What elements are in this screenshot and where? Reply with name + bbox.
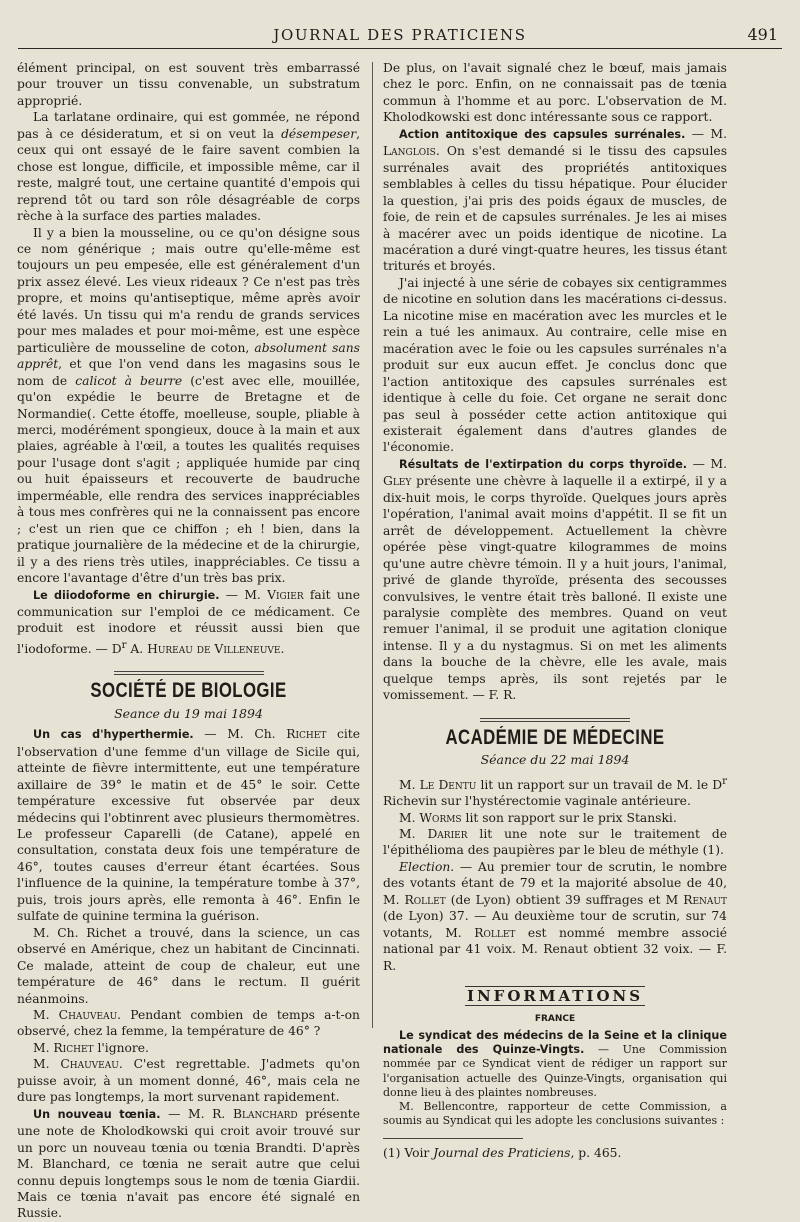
column-divider [372,62,373,1028]
article-heading: Le diiodoforme en chirurgie. [33,588,220,602]
footnote: (1) Voir Journal des Praticiens, p. 465. [383,1146,622,1161]
section-title-biologie: SOCIÉTÉ DE BIOLOGIE [90,679,287,703]
paragraph-thyroide: Résultats de l'extirpation du corps thyroïde. — M. Gley présente une chèvre à laquelle il a extirpé, il y a dix-huit mois, le corps thyroïde. Quelques jours après l'opération, l'animal avait moins d'appétit. Il se fit un arrêt de développement. Actuellement la chèvre opérée pèse vingt-quatre kilogrammes de moins qu'une autre chèvre témoin. Il y a huit jours, l'animal, privé de glande thyroïde, présenta des secousses convulsives, le ventre était très balloné. Il existe une paralysie complète des membres. Quand on veut remuer l'animal, il se produit une agitation clonique intense. Il y a du nystagmus. Si on met les aliments dans la bouche de la chèvre, elle les avale, mais quelque temps après, ils sont rejetés par le vomissement. — F. R. [383,456,727,703]
paragraph-diiodoforme: Le diiodoforme en chirurgie. — M. Vigier fait une communication sur l'emploi de ce médicament. Ce produit est inodore et réussit aussi bien que l'iodoforme. — $D^r$ A. Hureau de Villeneuve. [17,587,360,656]
paragraph-taenia: Un nouveau tœnia. — M. R. Blanchard présente une note de Kholodkowski qui croit avoir trouvé sur un porc un nouveau tœnia ou tœnia Brandti. D'après M. Blanchard, ce tœnia ne serait autre que celui connu depuis longtemps sous le nom de tœnia Giardii. Mais ce tœnia n'avait pas encore été signalé en Russie. [17,1106,360,1221]
journal-title: JOURNAL DES PRATICIENS [273,26,527,44]
article-heading: Un nouveau tœnia. [33,1107,161,1121]
session-date: Seance du 19 mai 1894 [114,705,263,721]
paragraph-syndicat: Le syndicat des médecins de la Seine et la clinique nationale des Quinze-Vingts. — Une Commission nommée par ce Syndicat vient de rédiger un rapport sur l'organisation actuelle des Quinze-Vingts, organisation qui donne lieu à des plaintes nombreuses. [383,1029,727,1099]
article-heading: Action antitoxique des capsules surrénales. [399,127,686,141]
article-heading: Résultats de l'extirpation du corps thyroïde. [399,457,688,471]
left-column [17,60,360,1222]
paragraph: M. Ch. Richet a trouvé, dans la science, un cas observé en Amérique, chez un habitant de Cincinnati. Ce malade, atteint de coup de chaleur, eut une température de 46° dans le rectum. Il guérit néanmoins. [17,925,360,1006]
paragraph: J'ai injecté à une série de cobayes six centigrammes de nicotine en solution dans les macérations ci-dessus. La nicotine mise en macération avec les murcles et le rein a tué les animaux. Au contraire, celle mise en macération avec le foie ou les capsules surrénales n'a produit sur eux aucun effet. Je conclus donc que l'action antitoxique des capsules surrénales est identique à celle du foie. Cet organe ne serait donc pas seul à posséder cette action antitoxique qui existerait également dans d'autres glandes de l'économie. [383,275,727,455]
paragraph-hyperthermie: Un cas d'hyperthermie. — M. Ch. Richet cite l'observation d'une femme d'un village de Sicile qui, atteinte de fièvre intermittente, eut une température axillaire de 39° le matin et de 45° le soir. Cette température excessive fut observée par deux médecins qui l'obtinrent avec plusieurs thermomètres. Le professeur Caparelli (de Catane), appelé en consultation, constata deux fois une température de 46°, toutes causes d'erreur étant écartées. Sous l'influence de la quinine, la température tombe à 37°, puis, trois jours après, elle remonta à 46°. Enfin le sulfate de quinine termina la guérison. [17,727,361,924]
section-rule [480,718,630,722]
paragraph: M. Le Dentu lit un rapport sur un travail de M. le $D^r$ Richevin sur l'hystérectomie vaginale antérieure. [383,774,727,809]
section-title-informations: INFORMATIONS [466,987,644,1006]
paragraph: M. Chauveau. Pendant combien de temps a-t-on observé, chez la femme, la température de 46° ? [17,1008,360,1039]
paragraph-capsules: Action antitoxique des capsules surrénales. — M. Langlois. On s'est demandé si le tissu des capsules surrénales avait des propriétés antitoxiques semblables à celles du tissu hépatique. Pour élucider la question, j'ai pris des poids égaux de muscles, de foie, de rein et de capsules surrénales. Je les ai mises à macérer avec un poids identique de nicotine. La macération a duré vingt-quatre heures, les tissus étant triturés et broyés. [383,126,727,274]
session-date: Séance du 22 mai 1894 [480,752,630,768]
paragraph: M. Darier lit une note sur le traitement de l'épithélioma des paupières par le bleu de méthyle (1). [383,827,727,858]
paragraph-election: Election. — Au premier tour de scrutin, le nombre des votants étant de 79 et la majorité absolue de 40, M. Rollet (de Lyon) obtient 39 suffrages et M Renaut (de Lyon) 37. — Au deuxième tour de scrutin, sur 74 votants, M. Rollet est nommé membre associé national par 41 voix. M. Renaut obtient 32 voix. — F. R. [383,859,727,973]
right-column [383,60,727,1162]
page-number: 491 [747,25,778,44]
article-heading: Un cas d'hyperthermie. [33,728,194,742]
paragraph: La tarlatane ordinaire, qui est gommée, ne répond pas à ce désideratum, et si on veut la désempeser, ceux qui ont essayé de le faire savent combien la chose est longue, difficile, et impossible même, car il reste, malgré tout, une certaine quantité d'empois qui reprend tôt ou tard son rôle désagréable de corps rèche à la surface des parties malades. [17,110,360,224]
paragraph: Il y a bien la mousseline, ou ce qu'on désigne sous ce nom générique ; mais outre qu'elle-même est toujours un peu empesée, elle est généralement d'un prix assez élevé. Les vieux rideaux ? Ce n'est pas très propre, et moins qu'antiseptique, même après avoir été lavés. Un tissu qui m'a rendu de grands services pour mes malades et pour moi-même, est une espèce particulière de mousseline de coton, absolument sans apprêt, et que l'on vend dans les magasins sous le nom de calicot à beurre (c'est avec elle, mouillée, qu'on expédie le beurre de Bretagne et de Normandie(. Cette étoffe, moelleuse, souple, pliable à merci, modérément spongieux, douce à la main et aux plaies, agréable à l'œil, a toutes les qualités requises pour l'usage dont s'agit ; appliquée humide par cinq ou huit épaisseurs et recouverte de baudruche imperméable, elle rendra des services inappréciables à tous mes confrères qui ne la connaissent pas encore ; c'est un rien que ce chiffon ; eh ! bien, dans la pratique journalière de la médecine et de la chirurgie, il y a des riens très utiles, inappréciables. Ce tissu a encore l'avantage d'être d'un très bas prix. [17,225,360,586]
section-rule [114,671,264,675]
running-header [18,22,782,49]
subsection-country: FRANCE [534,1013,576,1024]
paragraph: M. Bellencontre, rapporteur de cette Commission, a soumis au Syndicat qui les adopte les conclusions suivantes : [383,1100,727,1128]
paragraph: M. Worms lit son rapport sur le prix Stanski. [399,810,677,825]
footnote-rule [383,1138,523,1139]
paragraph: M. Richet l'ignore. [33,1040,149,1055]
article-heading: Le syndicat des médecins de la Seine et la clinique nationale des Quinze-Vingts. [383,1029,727,1057]
paragraph: De plus, on l'avait signalé chez le bœuf, mais jamais chez le porc. Enfin, on ne connaissait pas de tœnia commun à l'homme et au porc. L'observation de M. Kholodkowski est donc intéressante sous ce rapport. [383,61,727,125]
paragraph: élément principal, on est souvent très embarrassé pour trouver un tissu convenable, un substratum approprié. [17,61,360,108]
paragraph: M. Chauveau. C'est regrettable. J'admets qu'on puisse avoir, à un moment donné, 46°, mais cela ne dure pas longtemps, la mort survenant rapidement. [17,1057,360,1105]
section-title-academie: ACADÉMIE DE MÉDECINE [445,725,665,749]
